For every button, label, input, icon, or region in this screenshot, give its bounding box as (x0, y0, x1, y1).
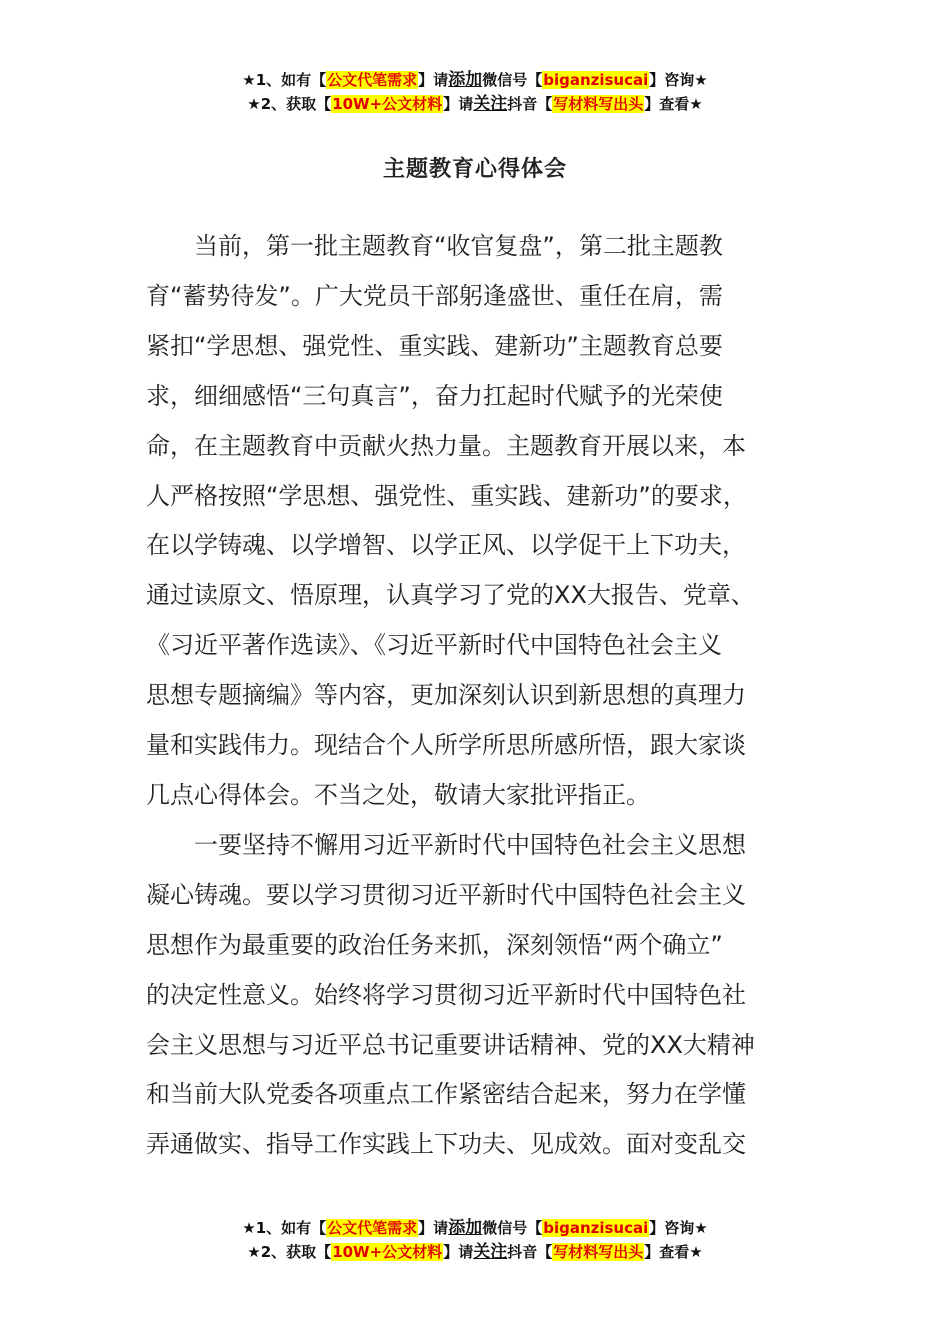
text-line: 当前，第一批主题教育“收官复盘”，第二批主题教 (194, 232, 723, 260)
paragraph-1 (146, 222, 806, 821)
promo-emphasis: 关注 (473, 1242, 508, 1262)
promo-douyin-account: 写材料写出头 (553, 1243, 644, 1261)
promo-highlight: 公文代笔需求 (327, 71, 418, 89)
promo-line-1 (0, 68, 950, 92)
promo-text: 1、如有【 (255, 1219, 327, 1237)
text-line: 人严格按照“学思想、强党性、重实践、建新功”的要求， (146, 481, 747, 510)
promo-text: 1、如有【 (255, 71, 327, 89)
text-line: 《习近平著作选读》、《习近平新时代中国特色社会主义 (146, 631, 722, 660)
text-line: 思想作为最重要的政治任务来抓，深刻领悟“两个确立” (146, 930, 723, 959)
star-icon: ★ (247, 1243, 261, 1261)
header-promo-banner (0, 68, 950, 116)
promo-text: 2、获取【 (260, 95, 332, 113)
text-line: 凝心铸魂。要以学习贯彻习近平新时代中国特色社会主义 (146, 880, 746, 909)
text-line: 弄通做实、指导工作实践上下功夫、见成效。面对变乱交 (146, 1130, 746, 1159)
star-icon: ★ (242, 1219, 256, 1237)
promo-text: 】请 (443, 1243, 474, 1261)
text-line: 几点心得体会。不当之处，敬请大家批评指正。 (146, 780, 650, 809)
promo-douyin-account: 写材料写出头 (553, 95, 644, 113)
text-line: 一要坚持不懈用习近平新时代中国特色社会主义思想 (194, 830, 746, 859)
promo-highlight: 10W+公文材料 (332, 1243, 443, 1261)
promo-text: 】查看★ (644, 95, 703, 113)
promo-highlight: 10W+公文材料 (332, 95, 443, 113)
text-line: 命，在主题教育中贡献火热力量。主题教育开展以来，本 (146, 431, 746, 460)
promo-text: 微信号【 (482, 71, 543, 89)
text-line: 和当前大队党委各项重点工作紧密结合起来，努力在学懂 (146, 1080, 746, 1109)
text-line: 的决定性意义。始终将学习贯彻习近平新时代中国特色社 (146, 980, 746, 1009)
promo-text: 】咨询★ (649, 71, 708, 89)
promo-emphasis: 关注 (473, 94, 508, 114)
promo-text: 微信号【 (482, 1219, 543, 1237)
document-body (146, 222, 806, 1170)
star-icon: ★ (242, 71, 256, 89)
text-line: 思想专题摘编》等内容，更加深刻认识到新思想的真理力 (146, 681, 746, 710)
promo-line-2 (0, 1240, 950, 1264)
promo-wechat-id: biganzisucai (543, 1219, 649, 1237)
text-line: 紧扣“学思想、强党性、重实践、建新功”主题教育总要 (146, 331, 723, 360)
promo-emphasis: 添加 (448, 1218, 483, 1238)
promo-text: 】请 (443, 95, 474, 113)
promo-text: 】请 (418, 1219, 449, 1237)
promo-highlight: 公文代笔需求 (327, 1219, 418, 1237)
promo-line-1 (0, 1216, 950, 1240)
star-icon: ★ (247, 95, 261, 113)
promo-text: 】请 (418, 71, 449, 89)
paragraph-2 (146, 821, 806, 1170)
promo-text: 抖音【 (507, 95, 553, 113)
promo-text: 】咨询★ (649, 1219, 708, 1237)
promo-text: 】查看★ (644, 1243, 703, 1261)
text-line: 求，细细感悟“三句真言”，奋力扛起时代赋予的光荣使 (146, 381, 723, 410)
promo-text: 2、获取【 (260, 1243, 332, 1261)
document-title: 主题教育心得体会 (382, 157, 567, 182)
footer-promo-banner (0, 1216, 950, 1264)
promo-text: 抖音【 (507, 1243, 553, 1261)
promo-emphasis: 添加 (448, 70, 483, 90)
promo-wechat-id: biganzisucai (543, 71, 649, 89)
text-line: 会主义思想与习近平总书记重要讲话精神、党的XX大精神 (146, 1030, 755, 1059)
text-line: 育“蓄势待发”。广大党员干部躬逢盛世、重任在肩，需 (146, 281, 723, 310)
promo-line-2 (0, 92, 950, 116)
text-line: 量和实践伟力。现结合个人所学所思所感所悟，跟大家谈 (146, 731, 746, 760)
text-line: 在以学铸魂、以学增智、以学正风、以学促干上下功夫， (146, 531, 746, 560)
text-line: 通过读原文、悟原理，认真学习了党的XX大报告、党章、 (146, 581, 755, 610)
